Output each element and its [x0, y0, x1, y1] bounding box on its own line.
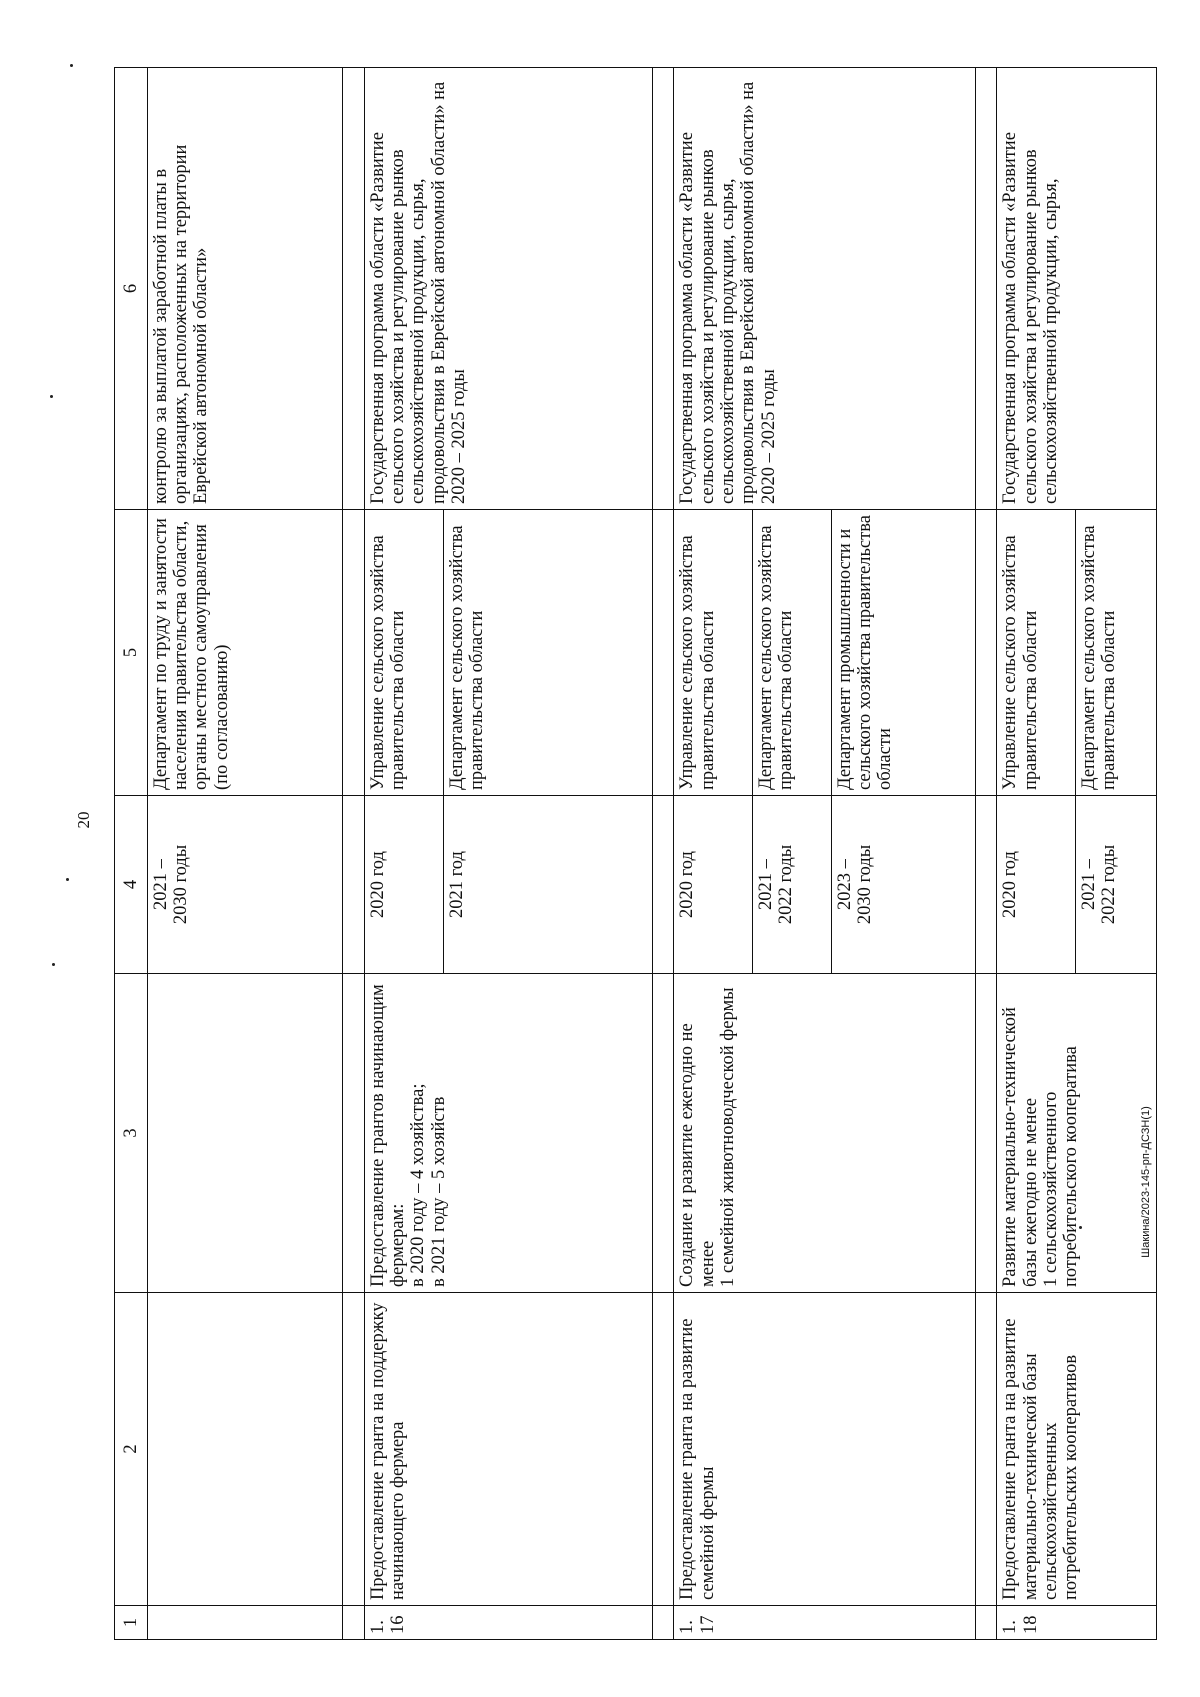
program-cell: контролю за выплатой заработной платы в организациях, расположенных на территории Еврейской автономной области»	[147, 68, 343, 510]
period-cell: 2020 год	[364, 796, 443, 974]
column-header-4: 4	[115, 796, 148, 974]
document-code: Шакина/2023-145-рп-ДСЗН(1)	[1140, 1106, 1152, 1258]
table-gap-row	[975, 68, 996, 1640]
rotated-table-container	[114, 68, 1157, 1640]
program-cell: Государственная программа области «Развитие сельского хозяйства и регулирование рынков сельскохозяйственной продукции, сырья, продовольствия в Еврейской автономной области» на 2020 – 2025 годы	[674, 68, 976, 510]
table-gap-row	[343, 68, 364, 1640]
program-cell: Государственная программа области «Развитие сельского хозяйства и регулирование рынков сельскохозяйственной продукции, сырья, продовольствия в Еврейской автономной области» на 2020 – 2025 годы	[364, 68, 652, 510]
period-cell: 2021 – 2022 годы	[753, 796, 832, 974]
scan-speck	[66, 878, 69, 881]
measures-table	[114, 67, 1157, 1640]
executor-cell: Управление сельского хозяйства правительства области	[997, 510, 1076, 796]
column-header-5: 5	[115, 510, 148, 796]
executor-cell: Департамент промышленности и сельского хозяйства правительства области	[831, 510, 975, 796]
expected-result-cell: Развитие материально-технической базы ежегодно не менее 1 сельскохозяйственного потребительского кооператива	[997, 974, 1157, 1293]
column-header-2: 2	[115, 1293, 148, 1606]
period-cell: 2021 – 2022 годы	[1075, 796, 1156, 974]
period-cell: 2023 – 2030 годы	[831, 796, 975, 974]
expected-result-cell: Предоставление грантов начинающим фермерам: в 2020 году – 4 хозяйства; в 2021 году – 5 хозяйств	[364, 974, 652, 1293]
table-row-1-18	[997, 68, 1076, 1640]
row-number-cell: 1.17	[674, 1606, 976, 1640]
header-row	[115, 68, 148, 1640]
row-number-cell: 1.18	[997, 1606, 1157, 1640]
executor-cell: Управление сельского хозяйства правительства области	[674, 510, 753, 796]
scan-speck	[70, 64, 73, 67]
period-cell: 2021 год	[443, 796, 652, 974]
period-cell: 2020 год	[674, 796, 753, 974]
page-number: 20	[74, 811, 93, 829]
measure-name-cell	[147, 1293, 343, 1606]
column-header-6: 6	[115, 68, 148, 510]
column-header-3: 3	[115, 974, 148, 1293]
period-cell: 2020 год	[997, 796, 1076, 974]
row-number-cell	[147, 1606, 343, 1640]
table-gap-row	[652, 68, 673, 1640]
period-cell: 2021 – 2030 годы	[147, 796, 343, 974]
table-row-1-16	[364, 68, 443, 1640]
table-row-continued	[147, 68, 343, 1640]
executor-cell: Департамент по труду и занятости населения правительства области, органы местного самоуправления (по согласованию)	[147, 510, 343, 796]
scan-speck	[52, 963, 55, 966]
executor-cell: Департамент сельского хозяйства правительства области	[753, 510, 832, 796]
expected-result-cell	[147, 974, 343, 1293]
measure-name-cell: Предоставление гранта на развитие материально-технической базы сельскохозяйственных потребительских кооперативов	[997, 1293, 1157, 1606]
expected-result-cell: Создание и развитие ежегодно не менее 1 семейной животноводческой фермы	[674, 974, 976, 1293]
measure-name-cell: Предоставление гранта на развитие семейной фермы	[674, 1293, 976, 1606]
program-cell: Государственная программа области «Развитие сельского хозяйства и регулирование рынков сельскохозяйственной продукции, сырья,	[997, 68, 1157, 510]
table-row-1-17	[674, 68, 753, 1640]
executor-cell: Департамент сельского хозяйства правительства области	[1075, 510, 1156, 796]
row-number-cell: 1.16	[364, 1606, 652, 1640]
measure-name-cell: Предоставление гранта на поддержку начинающего фермера	[364, 1293, 652, 1606]
column-header-1: 1	[115, 1606, 148, 1640]
executor-cell: Департамент сельского хозяйства правительства области	[443, 510, 652, 796]
executor-cell: Управление сельского хозяйства правительства области	[364, 510, 443, 796]
scan-speck	[50, 395, 53, 398]
